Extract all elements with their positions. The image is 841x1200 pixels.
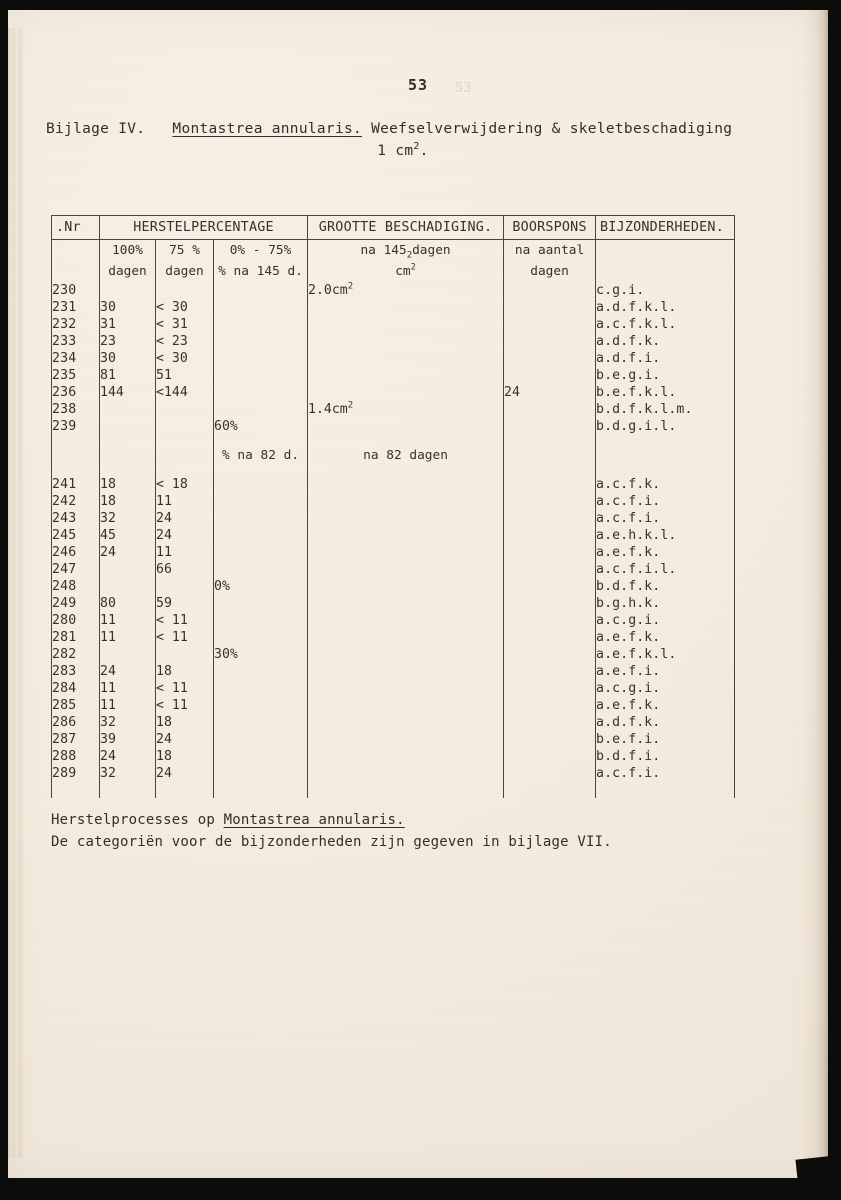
cell-bijzonderheden: a.e.h.k.l. xyxy=(596,527,735,544)
cell-100pct xyxy=(100,578,156,595)
cell-75pct: 18 xyxy=(156,663,214,680)
cell-boorspons xyxy=(504,510,596,527)
cell-0-75pct xyxy=(214,350,308,367)
grootte-unit-sup: 2 xyxy=(410,262,416,273)
cell-boorspons xyxy=(504,527,596,544)
cell-75pct xyxy=(156,282,214,299)
title-line-2 xyxy=(8,140,828,162)
cell-bijzonderheden: b.g.h.k. xyxy=(596,595,735,612)
caption-line-1 xyxy=(51,810,751,832)
cell-0-75pct xyxy=(214,748,308,765)
cell-grootte xyxy=(308,714,504,731)
cell-75pct: 24 xyxy=(156,510,214,527)
cell-boorspons xyxy=(504,731,596,748)
caption-prefix: Herstelprocesses op xyxy=(51,812,224,828)
cell-boorspons xyxy=(504,629,596,646)
cell-boorspons xyxy=(504,595,596,612)
cell-grootte: $1.4cm^2$ xyxy=(308,401,504,418)
cell-bijzonderheden: a.e.f.k. xyxy=(596,629,735,646)
cell-nr: 236 xyxy=(52,384,100,401)
cell-0-75pct xyxy=(214,629,308,646)
cell-75pct: < 31 xyxy=(156,316,214,333)
cell-0-75pct xyxy=(214,476,308,493)
title-rest: Weefselverwijdering & skeletbeschadiging xyxy=(371,121,733,137)
cell-grootte xyxy=(308,663,504,680)
area-period: . xyxy=(419,143,429,160)
subheader-100pct: 100% xyxy=(100,240,156,262)
cell-75pct: 11 xyxy=(156,493,214,510)
table-tail-row xyxy=(52,782,735,798)
cell-100pct: 18 xyxy=(100,493,156,510)
section-2-header-row xyxy=(52,445,735,466)
cell-grootte xyxy=(308,595,504,612)
cell-75pct: < 18 xyxy=(156,476,214,493)
table-row xyxy=(52,401,735,418)
cell-bijzonderheden: a.c.f.i. xyxy=(596,493,735,510)
subheader-nr-blank-2 xyxy=(52,261,100,282)
cell-75pct xyxy=(156,418,214,435)
cell-0-75pct xyxy=(214,731,308,748)
cell-0-75pct xyxy=(214,333,308,350)
cell-bijzonderheden: b.e.f.k.l. xyxy=(596,384,735,401)
cell-bijzonderheden: a.d.f.i. xyxy=(596,350,735,367)
cell-bijzonderheden: a.e.f.k.l. xyxy=(596,646,735,663)
cell-0-75pct xyxy=(214,367,308,384)
cell-boorspons xyxy=(504,350,596,367)
cell-100pct xyxy=(100,561,156,578)
cell-bijzonderheden: a.e.f.i. xyxy=(596,663,735,680)
cell-bijzonderheden: b.e.g.i. xyxy=(596,367,735,384)
cell-nr: 245 xyxy=(52,527,100,544)
cell-100pct: 11 xyxy=(100,612,156,629)
header-herstelpercentage: HERSTELPERCENTAGE xyxy=(100,216,308,240)
table-caption xyxy=(51,810,751,853)
cell-boorspons: 24 xyxy=(504,384,596,401)
cell-nr: 230 xyxy=(52,282,100,299)
cell-boorspons xyxy=(504,748,596,765)
cell-grootte xyxy=(308,731,504,748)
cell-grootte xyxy=(308,476,504,493)
cell-grootte xyxy=(308,680,504,697)
grootte-unit: cm xyxy=(395,264,411,279)
cell-0-75pct xyxy=(214,316,308,333)
cell-boorspons xyxy=(504,493,596,510)
cell-bijzonderheden: b.e.f.i. xyxy=(596,731,735,748)
table-row xyxy=(52,350,735,367)
cell-nr: 282 xyxy=(52,646,100,663)
cell-75pct: 18 xyxy=(156,714,214,731)
table-row xyxy=(52,510,735,527)
cell-0-75pct xyxy=(214,765,308,782)
table-row xyxy=(52,367,735,384)
cell-nr: 287 xyxy=(52,731,100,748)
table-bottom-padding xyxy=(52,782,735,798)
cell-grootte xyxy=(308,493,504,510)
subheader-boorspons-2: dagen xyxy=(504,261,596,282)
subheader-grootte-unit xyxy=(308,261,504,282)
cell-100pct: 30 xyxy=(100,299,156,316)
cell-75pct: 59 xyxy=(156,595,214,612)
cell-100pct: 32 xyxy=(100,765,156,782)
cell-nr: 249 xyxy=(52,595,100,612)
table-row xyxy=(52,384,735,401)
table-row xyxy=(52,282,735,299)
cell-grootte xyxy=(308,646,504,663)
cell-100pct: 24 xyxy=(100,748,156,765)
cell-0-75pct: 30% xyxy=(214,646,308,663)
cell-75pct: 51 xyxy=(156,367,214,384)
cell-boorspons xyxy=(504,333,596,350)
cell-75pct: < 11 xyxy=(156,612,214,629)
table-row xyxy=(52,629,735,646)
cell-boorspons xyxy=(504,578,596,595)
subheader-100pct-unit: dagen xyxy=(100,261,156,282)
cell-grootte xyxy=(308,578,504,595)
table-row xyxy=(52,316,735,333)
cell-0-75pct xyxy=(214,493,308,510)
cell-100pct xyxy=(100,646,156,663)
grootte-days-sub: 2 xyxy=(406,250,413,261)
cell-grootte xyxy=(308,629,504,646)
cell-grootte: $2.0cm^2$ xyxy=(308,282,504,299)
cell-0-75pct: 60% xyxy=(214,418,308,435)
table-row xyxy=(52,680,735,697)
unit-exponent: 2 xyxy=(347,400,354,411)
cell-nr: 233 xyxy=(52,333,100,350)
cell-bijzonderheden: b.d.g.i.l. xyxy=(596,418,735,435)
header-nr: .Nr xyxy=(52,216,100,240)
cell-boorspons xyxy=(504,646,596,663)
table-row xyxy=(52,299,735,316)
cell-grootte xyxy=(308,527,504,544)
cell-100pct: 23 xyxy=(100,333,156,350)
cell-100pct: 11 xyxy=(100,680,156,697)
page-corner-shadow xyxy=(795,1156,832,1185)
cell-0-75pct xyxy=(214,299,308,316)
cell-0-75pct: 0% xyxy=(214,578,308,595)
cell-grootte xyxy=(308,765,504,782)
cell-75pct: 24 xyxy=(156,527,214,544)
cell-0-75pct xyxy=(214,561,308,578)
cell-bijzonderheden: a.d.f.k.l. xyxy=(596,299,735,316)
cell-0-75pct xyxy=(214,680,308,697)
cell-nr: 239 xyxy=(52,418,100,435)
cell-boorspons xyxy=(504,544,596,561)
cell-bijzonderheden: a.c.g.i. xyxy=(596,680,735,697)
appendix-data-table xyxy=(51,215,735,798)
cell-boorspons xyxy=(504,612,596,629)
cell-100pct: 144 xyxy=(100,384,156,401)
header-grootte-beschadiging: GROOTTE BESCHADIGING. xyxy=(308,216,504,240)
cell-0-75pct xyxy=(214,663,308,680)
cell-100pct: 24 xyxy=(100,663,156,680)
table-section-2-label xyxy=(52,435,735,476)
page-content xyxy=(8,10,828,1178)
table-row xyxy=(52,493,735,510)
cell-nr: 231 xyxy=(52,299,100,316)
section2-grootte-label: na 82 dagen xyxy=(308,445,504,466)
cell-grootte xyxy=(308,612,504,629)
table-row xyxy=(52,476,735,493)
subheader-bijz-blank xyxy=(596,240,735,262)
cell-bijzonderheden: a.c.f.i. xyxy=(596,510,735,527)
cell-grootte xyxy=(308,316,504,333)
subheader-0-75pct-unit: % na 145 d. xyxy=(214,261,308,282)
table-row xyxy=(52,595,735,612)
table-row xyxy=(52,697,735,714)
table-row xyxy=(52,765,735,782)
cell-bijzonderheden: b.d.f.k. xyxy=(596,578,735,595)
appendix-label: Bijlage IV. xyxy=(46,121,146,137)
cell-75pct: <144 xyxy=(156,384,214,401)
cell-100pct: 39 xyxy=(100,731,156,748)
cell-bijzonderheden: a.d.f.k. xyxy=(596,714,735,731)
table-row xyxy=(52,714,735,731)
cell-boorspons xyxy=(504,401,596,418)
cell-boorspons xyxy=(504,561,596,578)
area-exponent: 2 xyxy=(413,141,420,153)
cell-100pct: 11 xyxy=(100,629,156,646)
table-subheader-row-2 xyxy=(52,261,735,282)
cell-grootte xyxy=(308,510,504,527)
cell-75pct: < 11 xyxy=(156,629,214,646)
section2-pct-label: % na 82 d. xyxy=(214,445,308,466)
cell-100pct: 80 xyxy=(100,595,156,612)
cell-grootte xyxy=(308,748,504,765)
table-row xyxy=(52,578,735,595)
subheader-0-75pct: 0% - 75% xyxy=(214,240,308,262)
species-name: Montastrea annularis. xyxy=(172,121,363,137)
cell-75pct xyxy=(156,578,214,595)
cell-100pct xyxy=(100,401,156,418)
cell-grootte xyxy=(308,697,504,714)
cell-100pct: 30 xyxy=(100,350,156,367)
unit-exponent: 2 xyxy=(347,281,354,292)
area-value: 1 cm xyxy=(377,143,414,160)
table-row xyxy=(52,561,735,578)
cell-nr: 247 xyxy=(52,561,100,578)
subheader-75pct: 75 % xyxy=(156,240,214,262)
cell-75pct: 24 xyxy=(156,765,214,782)
grootte-days-a: na 145 xyxy=(360,243,407,258)
section-spacer-row xyxy=(52,435,735,445)
bleed-through-text xyxy=(103,170,111,185)
cell-bijzonderheden: a.c.f.i.l. xyxy=(596,561,735,578)
subheader-bijz-blank-2 xyxy=(596,261,735,282)
cell-nr: 248 xyxy=(52,578,100,595)
cell-nr: 241 xyxy=(52,476,100,493)
cell-0-75pct xyxy=(214,697,308,714)
cell-nr: 246 xyxy=(52,544,100,561)
cell-nr: 234 xyxy=(52,350,100,367)
cell-bijzonderheden: a.c.g.i. xyxy=(596,612,735,629)
table-subheader xyxy=(52,240,735,283)
cell-bijzonderheden: c.g.i. xyxy=(596,282,735,299)
cell-bijzonderheden: a.c.f.k.l. xyxy=(596,316,735,333)
cell-nr: 285 xyxy=(52,697,100,714)
cell-grootte xyxy=(308,544,504,561)
paper-sheet xyxy=(8,10,828,1178)
table-row xyxy=(52,646,735,663)
table-row xyxy=(52,748,735,765)
subheader-grootte-days xyxy=(308,240,504,262)
cell-boorspons xyxy=(504,476,596,493)
cell-75pct: 11 xyxy=(156,544,214,561)
table-row xyxy=(52,663,735,680)
cell-nr: 280 xyxy=(52,612,100,629)
cell-grootte xyxy=(308,561,504,578)
cell-75pct xyxy=(156,401,214,418)
cell-boorspons xyxy=(504,714,596,731)
cell-nr: 289 xyxy=(52,765,100,782)
cell-0-75pct xyxy=(214,401,308,418)
caption-line-2: De categoriën voor de bijzonderheden zijn gegeven in bijlage VII. xyxy=(51,833,612,850)
table-row xyxy=(52,731,735,748)
cell-bijzonderheden: a.c.f.i. xyxy=(596,765,735,782)
cell-bijzonderheden: a.e.f.k. xyxy=(596,697,735,714)
cell-nr: 284 xyxy=(52,680,100,697)
cell-grootte xyxy=(308,384,504,401)
cell-nr: 232 xyxy=(52,316,100,333)
cell-100pct: 32 xyxy=(100,714,156,731)
header-boorspons: BOORSPONS xyxy=(504,216,596,240)
table-header-row-main xyxy=(52,216,735,240)
cell-0-75pct xyxy=(214,612,308,629)
cell-boorspons xyxy=(504,367,596,384)
section-spacer-row-2 xyxy=(52,466,735,476)
cell-100pct: 11 xyxy=(100,697,156,714)
cell-grootte xyxy=(308,350,504,367)
bleed-through-page-number: 53 xyxy=(455,80,472,96)
cell-bijzonderheden: a.e.f.k. xyxy=(596,544,735,561)
cell-0-75pct xyxy=(214,282,308,299)
table-row xyxy=(52,418,735,435)
grootte-days-b: dagen xyxy=(412,243,451,258)
cell-boorspons xyxy=(504,316,596,333)
cell-0-75pct xyxy=(214,384,308,401)
cell-boorspons xyxy=(504,765,596,782)
table-body-block-2 xyxy=(52,476,735,782)
cell-75pct: 66 xyxy=(156,561,214,578)
cell-75pct: < 11 xyxy=(156,680,214,697)
cell-100pct: 45 xyxy=(100,527,156,544)
cell-boorspons xyxy=(504,299,596,316)
cell-75pct: < 30 xyxy=(156,350,214,367)
cell-boorspons xyxy=(504,282,596,299)
cell-100pct xyxy=(100,418,156,435)
cell-100pct: 81 xyxy=(100,367,156,384)
cell-nr: 238 xyxy=(52,401,100,418)
table-row xyxy=(52,333,735,350)
title-line-1 xyxy=(8,118,828,140)
cell-bijzonderheden: b.d.f.k.l.m. xyxy=(596,401,735,418)
cell-0-75pct xyxy=(214,527,308,544)
appendix-title xyxy=(8,118,828,163)
table-row xyxy=(52,612,735,629)
cell-nr: 281 xyxy=(52,629,100,646)
cell-75pct xyxy=(156,646,214,663)
cell-0-75pct xyxy=(214,510,308,527)
cell-75pct: < 30 xyxy=(156,299,214,316)
cell-75pct: < 11 xyxy=(156,697,214,714)
cell-nr: 242 xyxy=(52,493,100,510)
cell-0-75pct xyxy=(214,595,308,612)
subheader-boorspons-1: na aantal xyxy=(504,240,596,262)
cell-75pct: 18 xyxy=(156,748,214,765)
cell-0-75pct xyxy=(214,714,308,731)
data-table-wrapper xyxy=(51,215,724,798)
cell-grootte xyxy=(308,333,504,350)
table-body-block-1 xyxy=(52,282,735,435)
cell-nr: 288 xyxy=(52,748,100,765)
cell-bijzonderheden: a.c.f.k. xyxy=(596,476,735,493)
cell-bijzonderheden: a.d.f.k. xyxy=(596,333,735,350)
table-head xyxy=(52,216,735,240)
subheader-75pct-unit: dagen xyxy=(156,261,214,282)
cell-100pct: 18 xyxy=(100,476,156,493)
cell-75pct: < 23 xyxy=(156,333,214,350)
header-bijzonderheden: BIJZONDERHEDEN. xyxy=(596,216,735,240)
cell-100pct: 32 xyxy=(100,510,156,527)
table-row xyxy=(52,527,735,544)
cell-nr: 243 xyxy=(52,510,100,527)
cell-boorspons xyxy=(504,697,596,714)
cell-100pct: 31 xyxy=(100,316,156,333)
cell-100pct: 24 xyxy=(100,544,156,561)
cell-75pct: 24 xyxy=(156,731,214,748)
cell-grootte xyxy=(308,367,504,384)
cell-boorspons xyxy=(504,680,596,697)
cell-100pct xyxy=(100,282,156,299)
page-number: 53 xyxy=(407,76,429,94)
cell-boorspons xyxy=(504,663,596,680)
cell-nr: 283 xyxy=(52,663,100,680)
subheader-nr-blank xyxy=(52,240,100,262)
cell-grootte xyxy=(308,418,504,435)
cell-nr: 286 xyxy=(52,714,100,731)
bleed-through-footer xyxy=(51,872,59,887)
caption-species: Montastrea annularis. xyxy=(223,812,405,828)
cell-0-75pct xyxy=(214,544,308,561)
table-row xyxy=(52,544,735,561)
cell-boorspons xyxy=(504,418,596,435)
cell-bijzonderheden: b.d.f.i. xyxy=(596,748,735,765)
table-subheader-row-1 xyxy=(52,240,735,262)
cell-grootte xyxy=(308,299,504,316)
cell-nr: 235 xyxy=(52,367,100,384)
